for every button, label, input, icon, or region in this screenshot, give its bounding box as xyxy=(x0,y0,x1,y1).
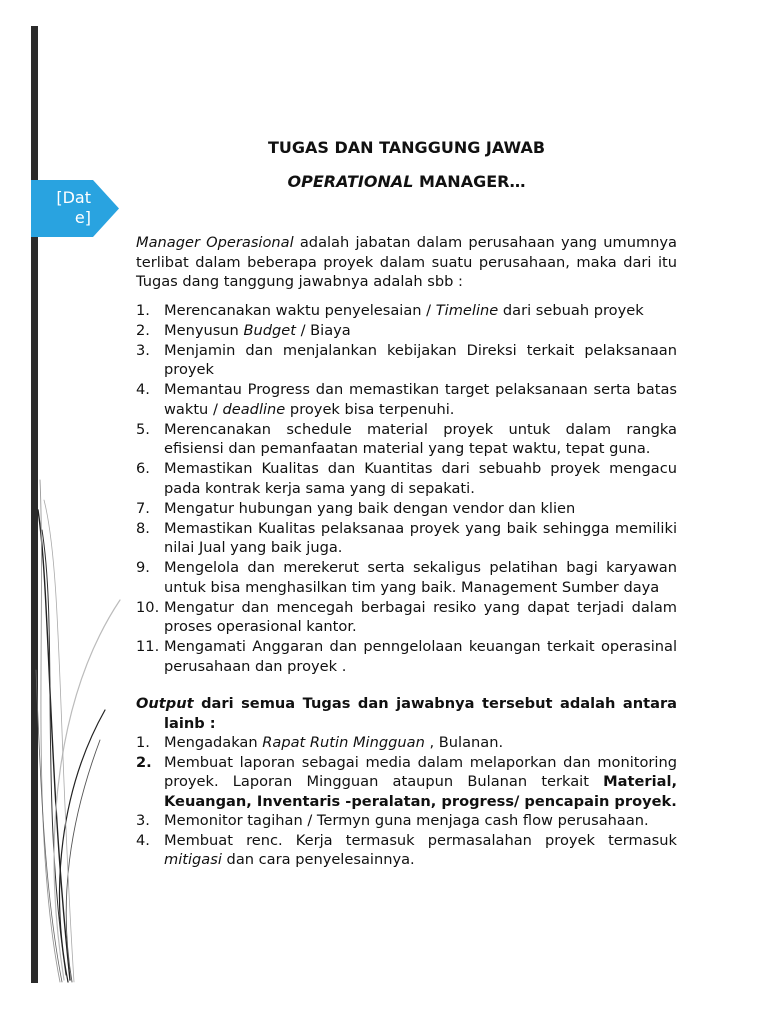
list-text: Memastikan Kualitas pelaksanaa proyek yang baik sehingga memiliki nilai Jual yang baik juga. xyxy=(164,519,677,556)
list-text: Menjamin dan menjalankan kebijakan Direksi terkait pelaksanaan proyek xyxy=(164,341,677,378)
list-text: Memastikan Kualitas dan Kuantitas dari sebuahb proyek mengacu pada kontrak kerja sama yang di sepakati. xyxy=(164,460,677,497)
list-number: 4. xyxy=(136,831,150,849)
list-number: 3. xyxy=(136,812,150,829)
list-item xyxy=(136,499,677,519)
list-text: dari sebuah proyek xyxy=(498,301,644,319)
list-text: Mengatur hubungan yang baik dengan vendor dan klien xyxy=(164,499,576,517)
list-italic: Timeline xyxy=(435,301,499,319)
list-item xyxy=(136,831,677,870)
output-italic: Output xyxy=(136,695,194,712)
decorative-swoosh xyxy=(0,470,140,990)
list-number: 6. xyxy=(136,460,150,477)
list-item xyxy=(136,380,677,419)
list-number: 3. xyxy=(136,341,150,359)
list-text: Membuat laporan sebagai media dalam melaporkan dan monitoring proyek. Laporan Mingguan ataupun Bulanan terkait xyxy=(164,753,677,790)
document-body xyxy=(136,233,677,870)
intro-italic: Manager Operasional xyxy=(136,234,294,251)
list-text: Mengatur dan mencegah berbagai resiko yang dapat terjadi dalam proses operasional kantor. xyxy=(164,598,677,635)
list-number: 8. xyxy=(136,519,150,537)
list-number: 4. xyxy=(136,381,150,398)
list-item xyxy=(136,811,677,831)
list-item xyxy=(136,321,677,341)
task-list xyxy=(136,301,677,677)
list-text: Merencanakan schedule material proyek untuk dalam rangka efisiensi dan pemanfaatan material yang tepat waktu, tepat guna. xyxy=(164,420,677,457)
list-item xyxy=(136,558,677,597)
list-text: Mengamati Anggaran dan penngelolaan keuangan terkait operasinal perusahaan dan proyek . xyxy=(164,638,677,675)
list-italic: Budget xyxy=(243,321,296,339)
list-number: 1. xyxy=(136,734,150,751)
list-text: Memonitor tagihan / Termyn guna menjaga cash flow perusahaan. xyxy=(164,812,649,829)
list-number: 11. xyxy=(136,638,160,655)
list-number: 2. xyxy=(136,753,152,771)
output-heading-text: dari semua Tugas dan jawabnya tersebut adalah antara lainb : xyxy=(164,695,677,732)
list-item xyxy=(136,733,677,753)
list-number: 5. xyxy=(136,420,150,438)
list-item xyxy=(136,753,677,812)
list-item xyxy=(136,637,677,676)
list-item xyxy=(136,459,677,498)
list-item xyxy=(136,301,677,321)
list-number: 7. xyxy=(136,499,150,517)
list-italic: Rapat Rutin Mingguan xyxy=(262,734,425,751)
output-heading xyxy=(136,694,677,733)
output-list xyxy=(136,733,677,870)
page-title: TUGAS DAN TANGGUNG JAWAB xyxy=(267,138,546,157)
list-item xyxy=(136,341,677,380)
list-item xyxy=(136,598,677,637)
list-text: Merencanakan waktu penyelesaian / xyxy=(164,301,436,319)
list-text: / Biaya xyxy=(295,321,351,339)
list-italic: mitigasi xyxy=(164,851,222,868)
list-text: dan cara penyelesainnya. xyxy=(221,851,415,868)
list-italic: deadline xyxy=(222,400,286,418)
list-text: Mengelola dan merekerut serta sekaligus pelatihan bagi karyawan untuk bisa menghasilkan tim yang baik. Management Sumber daya xyxy=(164,559,677,596)
list-item xyxy=(136,519,677,558)
date-tag-text: [Date] xyxy=(56,188,91,227)
list-item xyxy=(136,420,677,459)
list-number: 2. xyxy=(136,321,150,339)
list-text: Menyusun xyxy=(164,321,244,339)
list-text: Mengadakan xyxy=(164,734,263,751)
intro-text: adalah jabatan dalam perusahaan yang umumnya terlibat dalam beberapa proyek dalam suatu perusahaan, maka dari itu Tugas dang tanggung jawabnya adalah sbb : xyxy=(136,234,677,290)
list-text: Membuat renc. Kerja termasuk permasalahan proyek termasuk xyxy=(164,831,677,849)
subtitle-italic: OPERATIONAL xyxy=(287,172,414,191)
list-number: 10. xyxy=(136,598,160,616)
list-text: , Bulanan. xyxy=(424,734,504,751)
date-tag xyxy=(31,180,119,237)
intro-paragraph xyxy=(136,233,677,292)
list-number: 1. xyxy=(136,301,150,319)
subtitle-rest: MANAGER… xyxy=(413,172,526,191)
list-number: 9. xyxy=(136,559,150,576)
list-text: Memantau Progress dan memastikan target pelaksanaan serta batas waktu / xyxy=(164,381,677,418)
page-subtitle xyxy=(136,172,677,192)
list-text: proyek bisa terpenuhi. xyxy=(285,400,455,418)
list-bold: Material, Keuangan, Inventaris -peralatan, progress/ pencapain proyek. xyxy=(164,773,677,810)
